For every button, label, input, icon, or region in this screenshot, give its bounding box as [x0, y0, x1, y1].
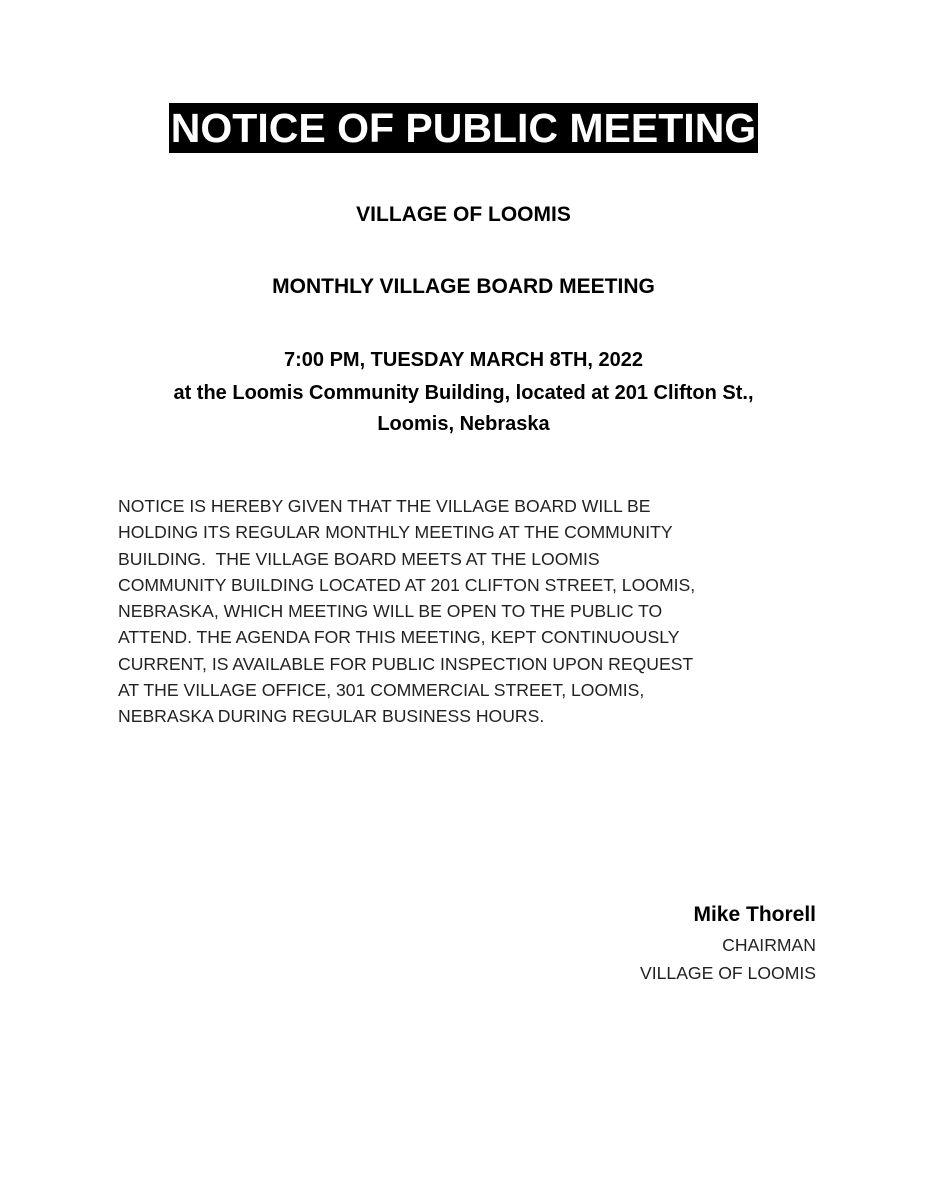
notice-body-line: HOLDING ITS REGULAR MONTHLY MEETING AT THE COMMUNITY [118, 522, 673, 543]
signatory-organization: VILLAGE OF LOOMIS [640, 963, 816, 983]
meeting-location-line-1: at the Loomis Community Building, located at 201 Clifton St., [173, 382, 754, 404]
notice-body-line: NOTICE IS HEREBY GIVEN THAT THE VILLAGE BOARD WILL BE [118, 496, 651, 516]
notice-body-line: NEBRASKA, WHICH MEETING WILL BE OPEN TO THE PUBLIC TO [118, 601, 663, 622]
signatory-name: Mike Thorell [693, 903, 816, 926]
signatory-title: CHAIRMAN [722, 935, 816, 955]
notice-body-line: BUILDING. THE VILLAGE BOARD MEETS AT THE LOOMIS [118, 548, 600, 569]
meeting-location-line-2: Loomis, Nebraska [377, 413, 550, 435]
notice-body-line: NEBRASKA DURING REGULAR BUSINESS HOURS. [118, 706, 545, 727]
notice-title: NOTICE OF PUBLIC MEETING [170, 105, 757, 151]
meeting-type-heading: MONTHLY VILLAGE BOARD MEETING [272, 275, 655, 298]
notice-body-line: ATTEND. THE AGENDA FOR THIS MEETING, KEPT CONTINUOUSLY [118, 627, 680, 648]
village-heading: VILLAGE OF LOOMIS [356, 203, 571, 226]
notice-body-line: COMMUNITY BUILDING LOCATED AT 201 CLIFTON STREET, LOOMIS, [118, 574, 696, 595]
notice-body [118, 493, 818, 730]
signature-block [640, 899, 816, 987]
notice-body-line: CURRENT, IS AVAILABLE FOR PUBLIC INSPECTION UPON REQUEST [118, 653, 694, 674]
title-banner [0, 103, 927, 153]
meeting-datetime: 7:00 PM, TUESDAY MARCH 8TH, 2022 [283, 349, 643, 371]
notice-body-line: AT THE VILLAGE OFFICE, 301 COMMERCIAL STREET, LOOMIS, [118, 680, 645, 701]
